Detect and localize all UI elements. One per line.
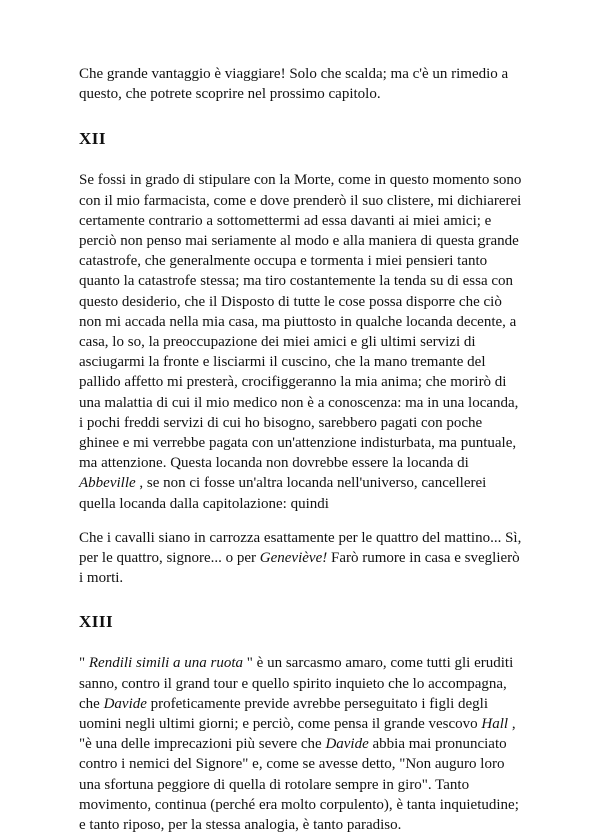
place-name: Abbeville — [79, 475, 136, 492]
intro-paragraph: Che grande vantaggio è viaggiare! Solo che scalda; ma c'è un rimedio a questo, che potrete scoprire nel prossimo capitolo. — [79, 66, 509, 103]
person-name: Davide — [325, 736, 369, 753]
chapter-xiii-heading: XIII — [79, 612, 114, 632]
chapter-xii-paragraph-2: Che i cavalli siano in carrozza esattamente per le quattro del mattino... Sì, per le quattro, signore... o per Geneviève! Farò rumore in casa e sveglierò i morti. — [79, 529, 522, 587]
chapter-xii-paragraph-1: Se fossi in grado di stipulare con la Morte, come in questo momento sono con il mio farmacista, come e dove prenderò il suo clistere, mi dichiarerei certamente contrario a sottomettermi ad essa davanti ai miei amici; e perciò non penso mai seriamente al modo e alla maniera di questa grande catastrofe, che generalmente occupa e tormenta i miei pensieri tanto quanto la catastrofe stessa; ma tiro costantemente la tenda su di essa con questo desiderio, che il Disposto di tutte le cose possa disporre che ciò non mi accada nella mia casa, ma piuttosto in qualche locanda decente, a casa, lo so, la preoccupazione dei miei amici e gli ultimi servizi di asciugarmi la fronte e lisciarmi il cuscino, che la mano tremante del pallido affetto mi presterà, crocifiggeranno la mia anima; che morirò di una malattia di cui il mio medico non è a conoscenza: ma in una locanda, i pochi freddi servizi di cui ho bisogno, sarebbero pagati con poche ghinee e mi verrebbe pagata con un'attenzione indisturbata, ma puntuale, ma attenzione. Questa locanda non dovrebbe essere la locanda di Abbeville , se non ci fosse un'altra locanda nell'universo, cancellerei quella locanda dalla capitolazione: quindi — [79, 172, 522, 512]
person-name: Geneviève! — [259, 550, 328, 567]
person-name: Hall — [481, 716, 509, 733]
chapter-xii-heading: XII — [79, 129, 107, 149]
quotation: Rendili simili a una ruota — [88, 655, 244, 672]
person-name: Davide — [103, 695, 147, 712]
chapter-xiii-paragraph: " Rendili simili a una ruota " è un sarcasmo amaro, come tutti gli eruditi sanno, contro il grand tour e quello spirito inquieto che lo accompagna, che Davide profeticamente previde avrebbe perseguitato i figli degli uomini negli ultimi giorni; e perciò, come pensa il grande vescovo Hall , "è una delle imprecazioni più severe che Davide abbia mai pronunciato contro i nemici del Signore" e, come se avesse detto, "Non auguro loro una sfortuna peggiore di quella di rotolare sempre in giro". Tanto movimento, continua (perché era molto corpulento), è tanta inquietudine; e tanto riposo, per la stessa analogia, è tanto paradiso. — [79, 655, 519, 834]
